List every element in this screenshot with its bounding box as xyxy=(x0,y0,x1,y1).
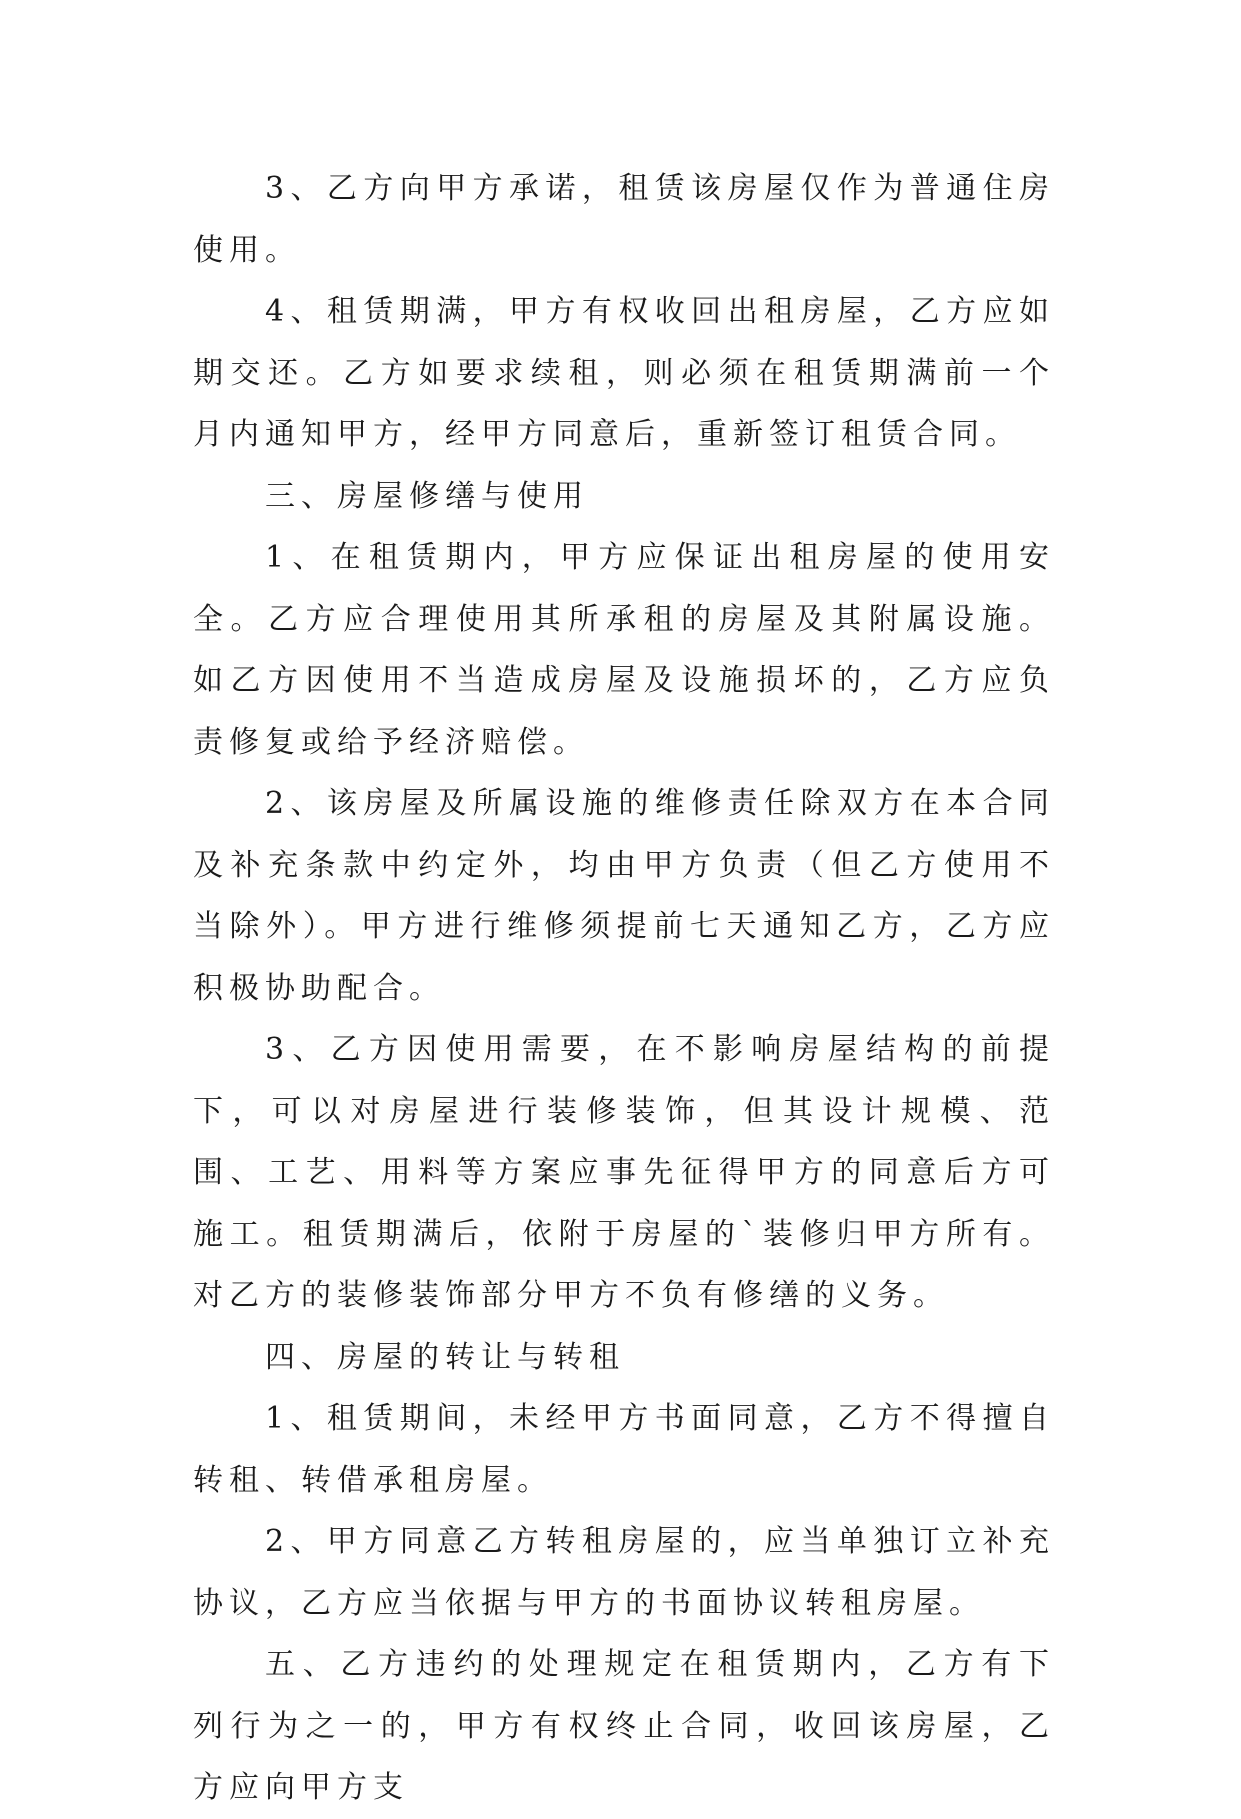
clause-4-1-paragraph: 1、租赁期间，未经甲方书面同意，乙方不得擅自转租、转借承租房屋。 xyxy=(193,1401,1055,1498)
clause-4-2-paragraph: 2、甲方同意乙方转租房屋的，应当单独订立补充协议，乙方应当依据与甲方的书面协议转租房屋。 xyxy=(193,1524,1055,1621)
section-3-heading: 三、房屋修缮与使用 xyxy=(265,478,589,514)
document-body xyxy=(193,158,1055,1819)
clause-3-1-paragraph: 1、在租赁期内，甲方应保证出租房屋的使用安全。乙方应合理使用其所承租的房屋及其附属设施。如乙方因使用不当造成房屋及设施损坏的，乙方应负责修复或给予经济赔偿。 xyxy=(193,540,1055,760)
section-4-heading: 四、房屋的转让与转租 xyxy=(265,1339,625,1375)
clause-3-2-paragraph: 2、该房屋及所属设施的维修责任除双方在本合同及补充条款中约定外，均由甲方负责（但乙方使用不当除外）。甲方进行维修须提前七天通知乙方，乙方应积极协助配合。 xyxy=(193,786,1055,1006)
section-5-paragraph: 五、乙方违约的处理规定在租赁期内，乙方有下列行为之一的，甲方有权终止合同，收回该房屋，乙方应向甲方支 xyxy=(193,1647,1055,1805)
clause-2-4-paragraph: 4、租赁期满，甲方有权收回出租房屋，乙方应如期交还。乙方如要求续租，则必须在租赁期满前一个月内通知甲方，经甲方同意后，重新签订租赁合同。 xyxy=(193,294,1055,452)
clause-3-3-paragraph: 3、乙方因使用需要，在不影响房屋结构的前提下，可以对房屋进行装修装饰，但其设计规模、范围、工艺、用料等方案应事先征得甲方的同意后方可施工。租赁期满后，依附于房屋的`装修归甲方所有。对乙方的装修装饰部分甲方不负有修缮的义务。 xyxy=(193,1032,1055,1313)
clause-2-3-paragraph: 3、乙方向甲方承诺，租赁该房屋仅作为普通住房使用。 xyxy=(193,171,1055,268)
